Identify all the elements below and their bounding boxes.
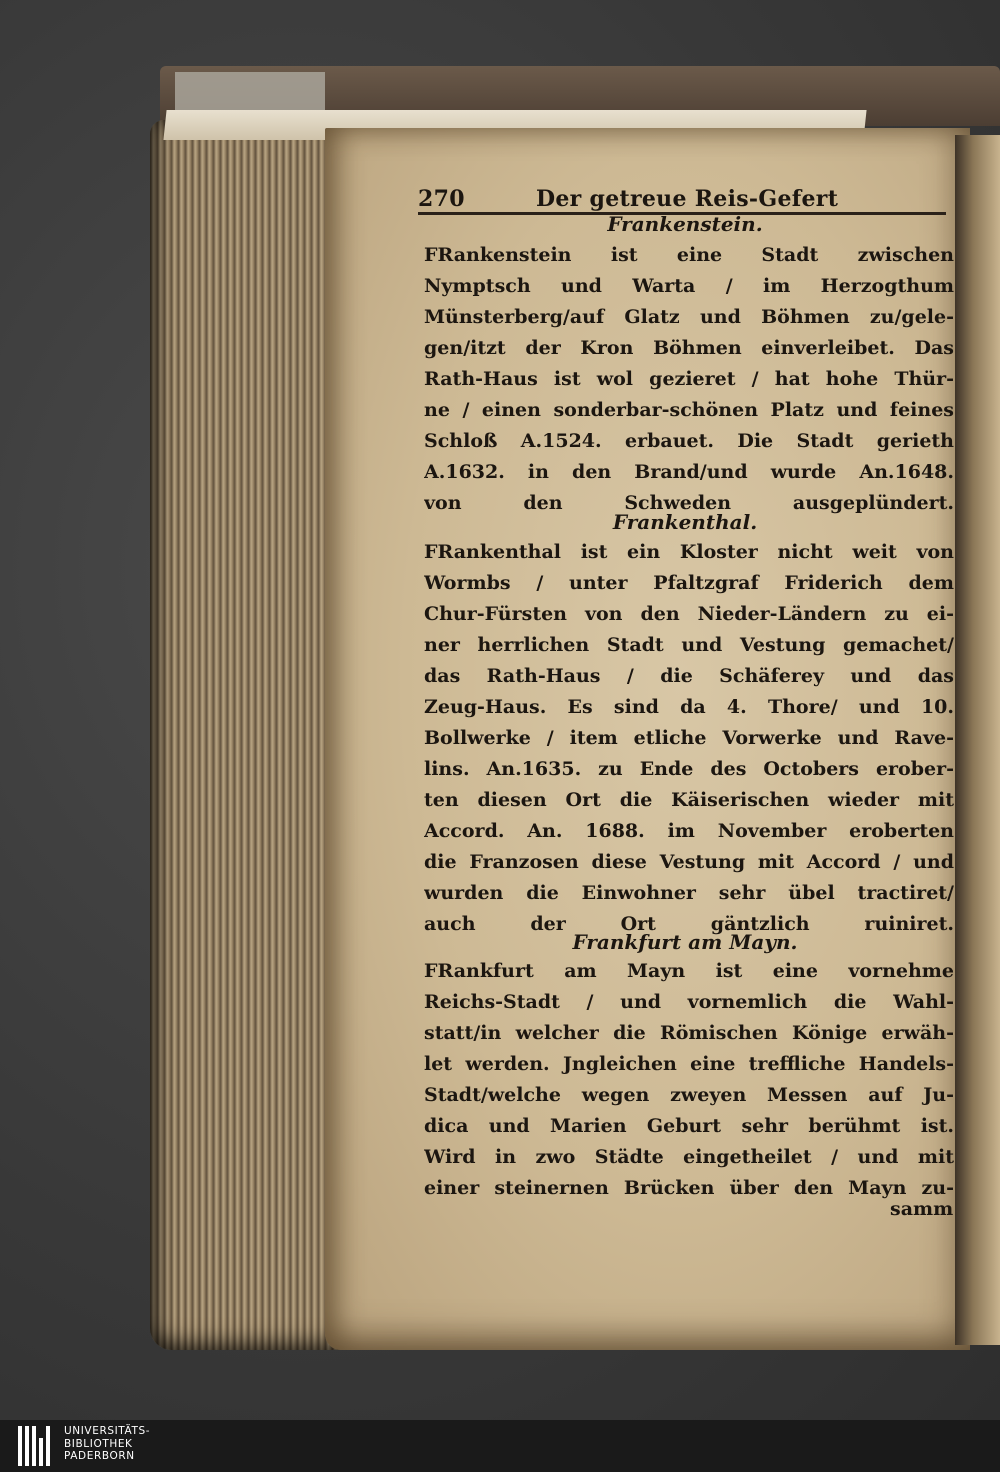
text-line: das Rath-Haus / die Schäferey und das bbox=[424, 665, 954, 687]
text-line: Chur-Fürsten von den Nieder-Ländern zu ei- bbox=[424, 603, 954, 625]
text-line: Rath-Haus ist wol gezieret / hat hohe Thür- bbox=[424, 368, 954, 390]
text-line: FRankenthal ist ein Kloster nicht weit von bbox=[424, 541, 954, 563]
text-line: von den Schweden ausgeplündert. bbox=[424, 492, 954, 514]
text-line: Stadt/welche wegen zweyen Messen auf Ju- bbox=[424, 1084, 954, 1106]
text-line: Schloß A.1524. erbauet. Die Stadt gerieth bbox=[424, 430, 954, 452]
text-line: Zeug-Haus. Es sind da 4. Thore/ und 10. bbox=[424, 696, 954, 718]
section-heading: Frankenstein. bbox=[607, 212, 763, 236]
page-number: 270 bbox=[418, 186, 465, 212]
text-line: Bollwerke / item etliche Vorwerke und Rave- bbox=[424, 727, 954, 749]
text-line: FRankenstein ist eine Stadt zwischen bbox=[424, 244, 954, 266]
library-logo-icon bbox=[18, 1426, 58, 1466]
text-line: ten diesen Ort die Käiserischen wieder mit bbox=[424, 789, 954, 811]
text-line: Wormbs / unter Pfaltzgraf Friderich dem bbox=[424, 572, 954, 594]
library-name-line: UNIVERSITÄTS- bbox=[64, 1425, 151, 1437]
library-name bbox=[64, 1425, 150, 1463]
catchword: samm bbox=[890, 1198, 954, 1220]
text-line: Wird in zwo Städte eingetheilet / und mit bbox=[424, 1146, 954, 1168]
section-heading: Frankfurt am Mayn. bbox=[572, 930, 798, 954]
text-line: dica und Marien Geburt sehr berühmt ist. bbox=[424, 1115, 954, 1137]
section-heading: Frankenthal. bbox=[612, 510, 758, 534]
cover-label-strip bbox=[175, 72, 325, 112]
section-text bbox=[424, 240, 954, 519]
text-line: statt/in welcher die Römischen Könige erwäh- bbox=[424, 1022, 954, 1044]
library-footer bbox=[0, 1420, 1000, 1472]
book-page-edges bbox=[150, 120, 350, 1350]
text-line: Accord. An. 1688. im November eroberten bbox=[424, 820, 954, 842]
library-name-line: PADERBORN bbox=[64, 1450, 135, 1462]
section-text bbox=[424, 956, 954, 1204]
text-line: ner herrlichen Stadt und Vestung gemachet/ bbox=[424, 634, 954, 656]
text-line: einer steinernen Brücken über den Mayn zu- bbox=[424, 1177, 954, 1199]
running-title: Der getreue Reis-Gefert bbox=[536, 186, 839, 212]
text-line: A.1632. in den Brand/und wurde An.1648. bbox=[424, 461, 954, 483]
section-text bbox=[424, 537, 954, 940]
text-line: wurden die Einwohner sehr übel tractiret/ bbox=[424, 882, 954, 904]
text-line: lins. An.1635. zu Ende des Octobers erober- bbox=[424, 758, 954, 780]
text-line: FRankfurt am Mayn ist eine vornehme bbox=[424, 960, 954, 982]
text-line: auch der Ort gäntzlich ruiniret. bbox=[424, 913, 954, 935]
text-line: die Franzosen diese Vestung mit Accord / und bbox=[424, 851, 954, 873]
text-line: ne / einen sonderbar-schönen Platz und feines bbox=[424, 399, 954, 421]
text-line: gen/itzt der Kron Böhmen einverleibet. Das bbox=[424, 337, 954, 359]
text-line: let werden. Jngleichen eine treffliche Handels- bbox=[424, 1053, 954, 1075]
page-gutter bbox=[955, 135, 1000, 1345]
text-line: Münsterberg/auf Glatz und Böhmen zu/gele- bbox=[424, 306, 954, 328]
text-line: Nymptsch und Warta / im Herzogthum bbox=[424, 275, 954, 297]
text-line: Reichs-Stadt / und vornemlich die Wahl- bbox=[424, 991, 954, 1013]
library-name-line: BIBLIOTHEK bbox=[64, 1437, 133, 1450]
